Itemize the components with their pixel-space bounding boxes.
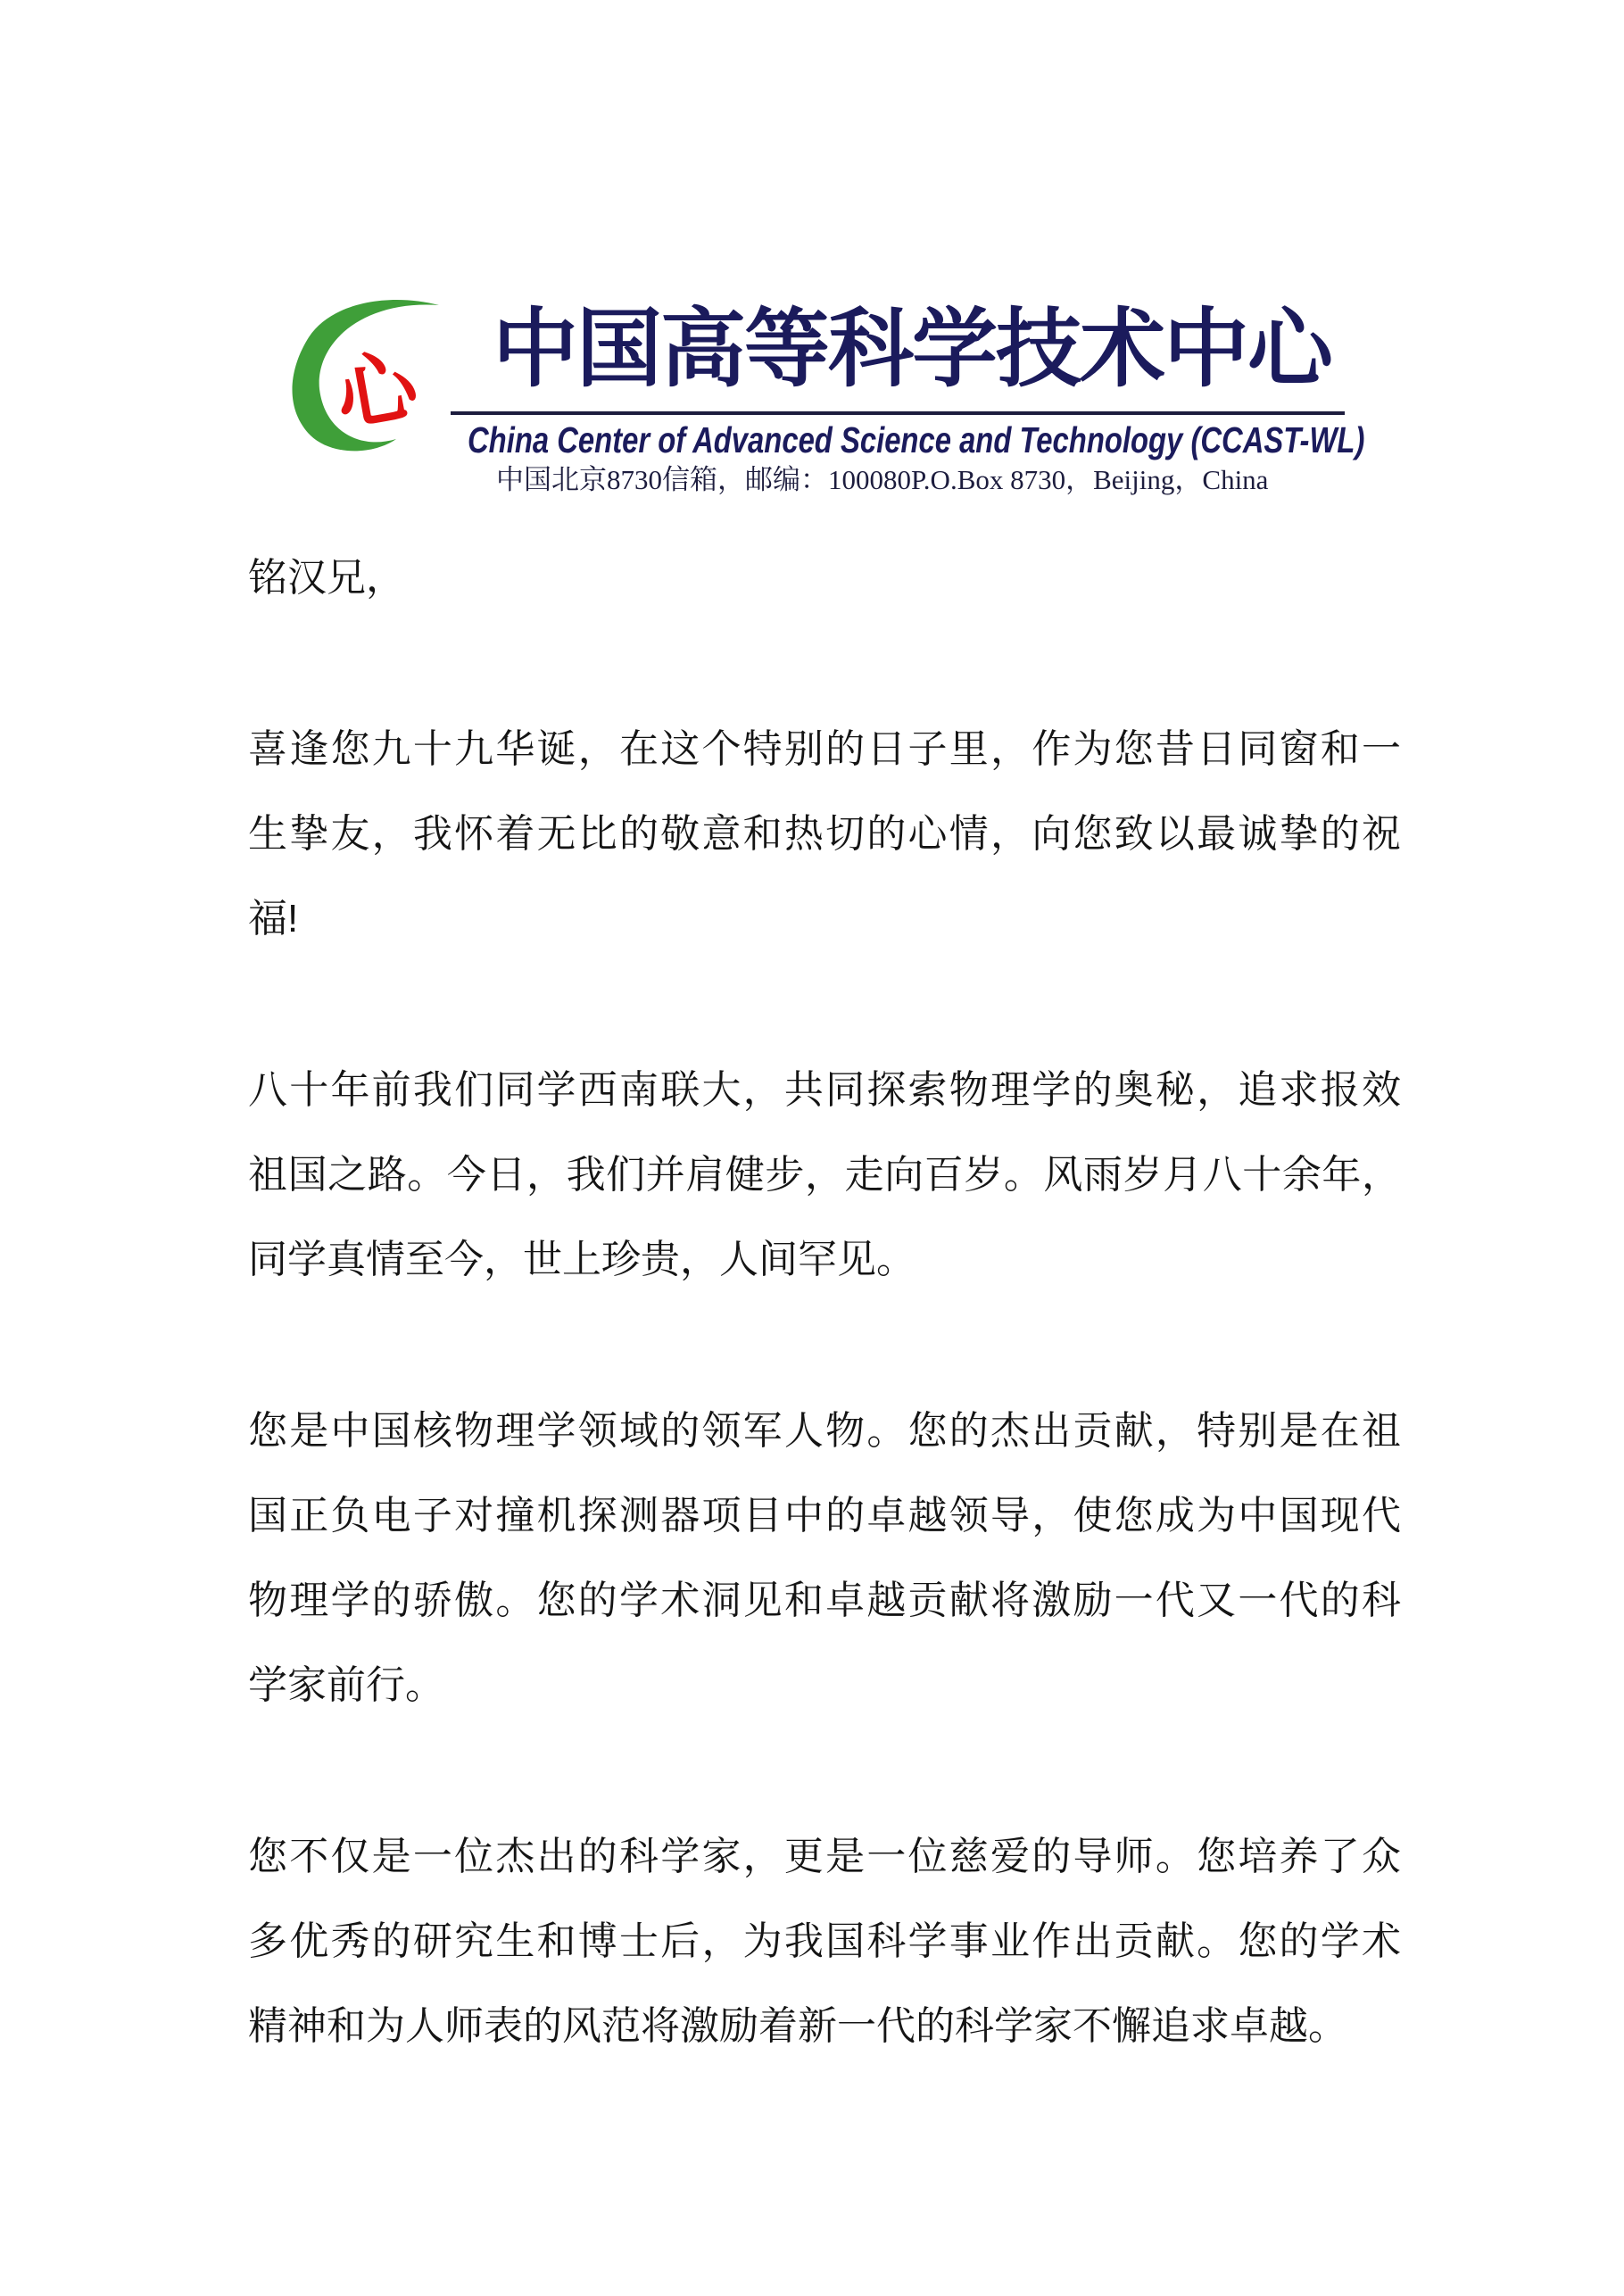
letter-line: 您是中国核物理学领域的领军人物。您的杰出贡献，特别是在祖: [248, 1409, 1401, 1453]
letterhead-title-en: China Center of Advanced Science and Technology (CCAST-WL): [468, 419, 1365, 460]
letter-paragraph: [248, 1814, 1401, 2068]
letterhead-address-en: P.O.Box 8730，Beijing，China: [911, 464, 1269, 495]
letterhead-address-zh: 中国北京8730信箱，邮编：100080: [496, 464, 911, 495]
letter-line: 祖国之路。今日，我们并肩健步，走向百岁。风雨岁月八十余年，: [248, 1153, 1401, 1197]
logo-red-heart-icon: 心: [329, 341, 425, 443]
letterhead-rule: [451, 411, 1345, 415]
letter-line: 喜逢您九十九华诞，在这个特别的日子里，作为您昔日同窗和一: [248, 727, 1401, 771]
letter-line: 物理学的骄傲。您的学术洞见和卓越贡献将激励一代又一代的科: [248, 1579, 1401, 1622]
letter-body: [248, 535, 1401, 2068]
letter-paragraphs: [248, 707, 1401, 2068]
letterhead-address: [496, 457, 1269, 497]
ccast-logo-icon: [286, 293, 448, 457]
letter-paragraph: [248, 707, 1401, 961]
letterhead: [0, 0, 1624, 518]
letter-line: 同学真情至今，世上珍贵，人间罕见。: [248, 1238, 916, 1281]
letter-line: 生挚友，我怀着无比的敬意和热切的心情，向您致以最诚挚的祝: [248, 812, 1401, 856]
letter-line: 多优秀的研究生和博士后，为我国科学事业作出贡献。您的学术: [248, 1919, 1401, 1963]
letter-line: 国正负电子对撞机探测器项目中的卓越领导，使您成为中国现代: [248, 1494, 1401, 1538]
letterhead-title-zh: 中国高等科学技术中心: [493, 302, 1331, 397]
letter-line: 学家前行。: [248, 1663, 444, 1707]
letter-paragraph: [248, 1388, 1401, 1728]
letter-salutation: 铭汉兄，: [248, 556, 405, 600]
letter-line: 八十年前我们同学西南联大，共同探索物理学的奥秘，追求报效: [248, 1068, 1401, 1112]
ccast-logo: [286, 293, 448, 457]
letter-line: 福!: [248, 897, 299, 941]
letter-paragraph: [248, 1048, 1401, 1302]
letter-line: 精神和为人师表的风范将激励着新一代的科学家不懈追求卓越。: [248, 2004, 1347, 2048]
letter-line: 您不仅是一位杰出的科学家，更是一位慈爱的导师。您培养了众: [248, 1835, 1401, 1878]
